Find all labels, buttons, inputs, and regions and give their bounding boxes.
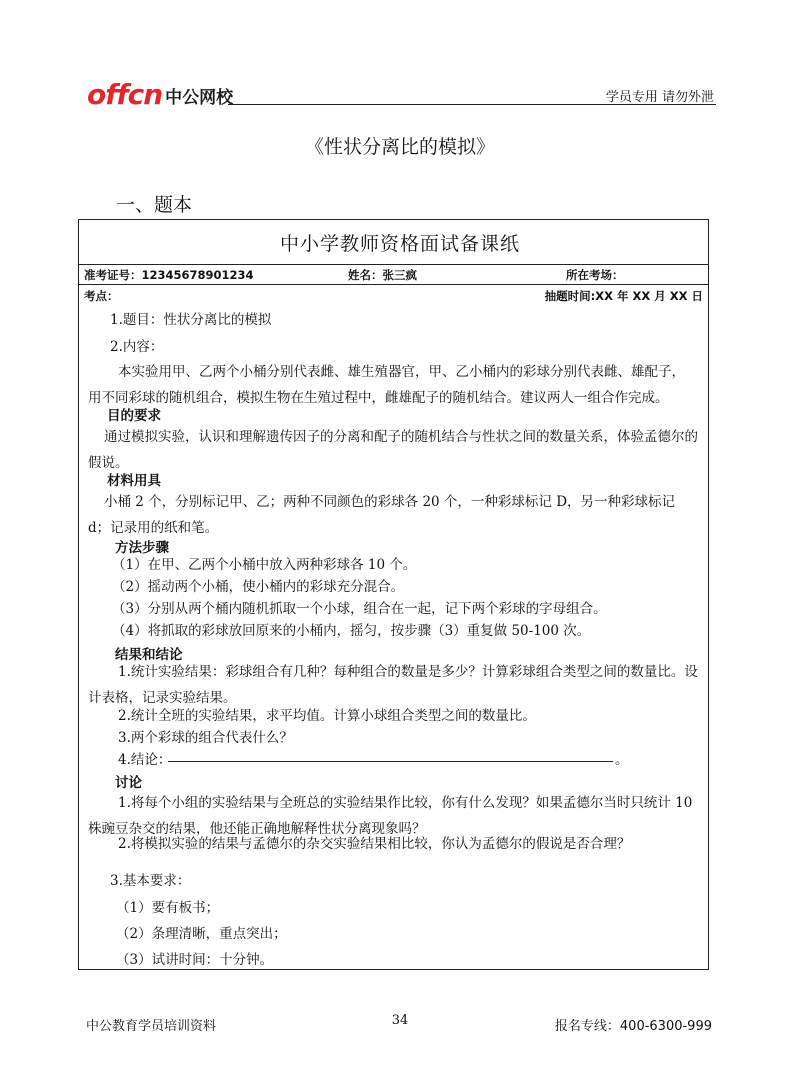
exam-id-value: 12345678901234: [141, 268, 254, 282]
name-value: 张三疯: [382, 268, 417, 282]
materials-text: 小桶 2 个，分别标记甲、乙；两种不同颜色的彩球各 20 个，一种彩球标记 D，另一种彩球标记 d；记录用的纸和笔。: [88, 494, 676, 536]
header-note: 学员专用 请勿外泄: [605, 90, 714, 105]
requirement-item: （1）要有板书；: [116, 900, 220, 916]
conclusion-end: 。: [615, 752, 629, 768]
logo: [87, 78, 234, 111]
draw-time: 抽题时间:XX 年 XX 月 XX 日: [544, 289, 703, 303]
materials-heading: 材料用具: [107, 473, 161, 489]
result-item: 3.两个彩球的组合代表什么？: [118, 730, 293, 746]
footer-hotline: 报名专线：400-6300-999: [554, 1019, 712, 1034]
item-title: 1.题目：性状分离比的模拟: [110, 312, 272, 328]
venue-label: 所在考场：: [566, 268, 624, 282]
exam-id: [84, 267, 254, 283]
item-requirements-label: 3.基本要求：: [110, 873, 191, 889]
conclusion-blank-line: [168, 761, 613, 762]
candidate-name: [348, 267, 417, 283]
method-step: （4）将抓取的彩球放回原来的小桶内，摇匀，按步骤（3）重复做 50-100 次。: [112, 623, 591, 639]
requirement-item: （2）条理清晰，重点突出；: [116, 926, 287, 942]
result-item: 1.统计实验结果：彩球组合有几种？每种组合的数量是多少？计算彩球组合类型之间的数量比。设计表格，记录实验结果。: [88, 664, 698, 706]
page-number: 34: [391, 1013, 409, 1028]
method-step: （2）摇动两个小桶，使小桶内的彩球充分混合。: [112, 579, 405, 595]
topic-label: 考点：: [84, 289, 119, 303]
item-content-label: 2.内容：: [110, 339, 164, 355]
exam-id-label: 准考证号：: [84, 268, 142, 282]
method-step: （1）在甲、乙两个小桶中放入两种彩球各 10 个。: [112, 557, 417, 573]
purpose-heading: 目的要求: [107, 408, 161, 424]
document-title: 《性状分离比的模拟》: [304, 136, 495, 158]
form-divider: [79, 264, 708, 265]
purpose-text: 通过模拟实验，认识和理解遗传因子的分离和配子的随机结合与性状之间的数量关系，体验孟德尔的假说。: [88, 429, 698, 471]
footer-left: 中公教育学员培训资料: [86, 1019, 217, 1034]
conclusion-label: 4.结论：: [118, 752, 172, 768]
method-step: （3）分别从两个桶内随机抓取一个小球，组合在一起，记下两个彩球的字母组合。: [112, 601, 607, 617]
form-divider: [79, 284, 708, 285]
discussion-item: 2.将模拟实验的结果与孟德尔的杂交实验结果相比较，你认为孟德尔的假说是否合理？: [118, 836, 631, 852]
form-title: 中小学教师资格面试备课纸: [279, 233, 520, 255]
requirement-item: （3）试讲时间：十分钟。: [116, 952, 274, 968]
name-label: 姓名：: [348, 268, 383, 282]
discussion-heading: 讨论: [115, 775, 142, 791]
logo-brand: offcn: [87, 78, 163, 111]
results-heading: 结果和结论: [115, 647, 183, 663]
discussion-item: 1.将每个小组的实验结果与全班总的实验结果作比较，你有什么发现？如果孟德尔当时只统计 10 株豌豆杂交的结果，他还能正确地解释性状分离现象吗？: [88, 795, 693, 837]
logo-school-name: 中公网校: [165, 88, 234, 108]
section-heading: 一、题本: [116, 194, 193, 216]
method-heading: 方法步骤: [115, 540, 169, 556]
content-paragraph: 本实验用甲、乙两个小桶分别代表雌、雄生殖器官，甲、乙小桶内的彩球分别代表雌、雄配子，用不同彩球的随机组合，模拟生物在生殖过程中，雌雄配子的随机结合。建议两人一组合作完成。: [88, 364, 685, 406]
result-item: 2.统计全班的实验结果，求平均值。计算小球组合类型之间的数量比。: [118, 708, 536, 724]
